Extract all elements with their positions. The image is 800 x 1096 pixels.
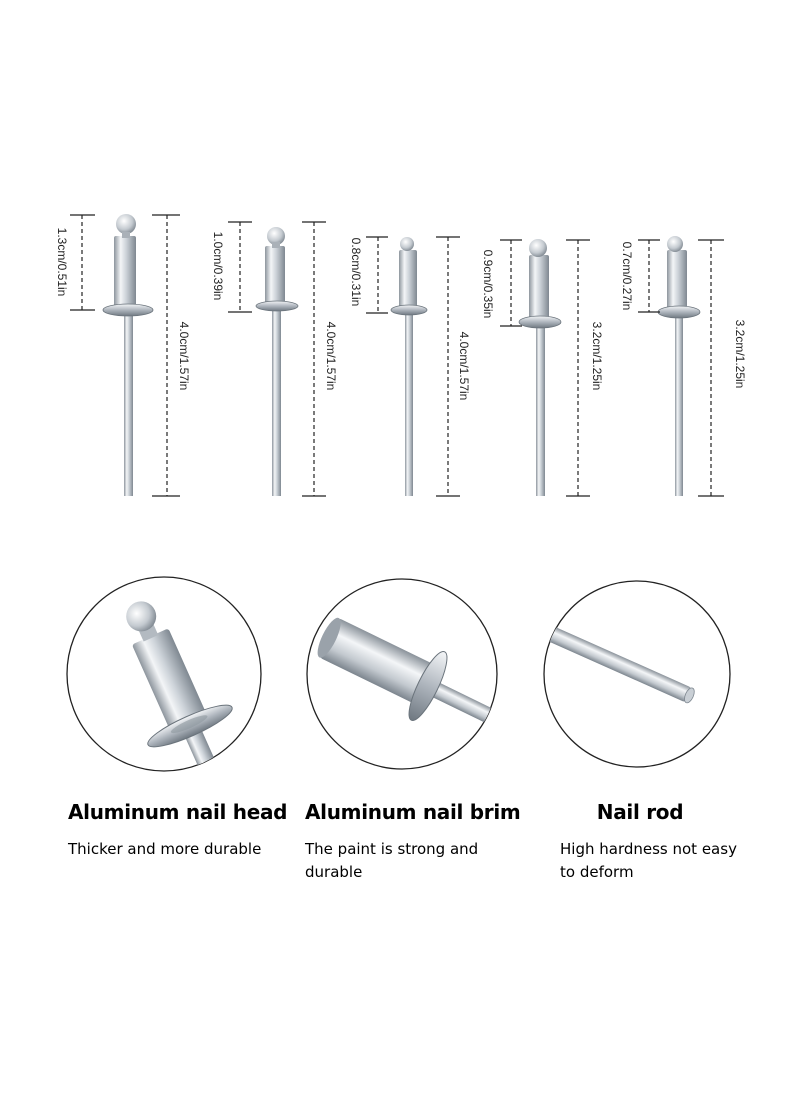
feature-nail-brim-title: Aluminum nail brim xyxy=(305,800,521,824)
detail-circle-nail-rod xyxy=(525,581,730,767)
rivet-2-drawing xyxy=(256,227,298,496)
feature-nail-rod-desc: High hardness not easy to deform xyxy=(560,840,737,881)
feature-nail-head-title: Aluminum nail head xyxy=(68,800,288,824)
rivet-5-total-label: 3.2cm/1.25in xyxy=(733,319,747,389)
feature-nail-rod-title: Nail rod xyxy=(596,800,684,824)
rivet-3-drawing xyxy=(391,237,427,496)
rivet-4-head-label: 0.9cm/0.35in xyxy=(481,249,495,319)
detail-circle-nail-head xyxy=(67,577,261,809)
rivet-5-head-dimension xyxy=(638,240,660,312)
rivet-2 xyxy=(211,222,338,496)
rivet-4-head-dimension xyxy=(500,240,522,326)
rivet-1 xyxy=(55,214,191,496)
rivet-3-total-label: 4.0cm/1.57in xyxy=(457,331,471,401)
rivet-4 xyxy=(481,239,604,496)
rivet-5-total-dimension xyxy=(698,240,724,496)
detail-circle-nail-brim xyxy=(306,579,525,769)
rivet-4-total-dimension xyxy=(566,240,590,496)
rivet-1-total-dimension xyxy=(152,215,180,496)
feature-nail-head xyxy=(68,800,287,861)
rivet-3 xyxy=(349,237,471,496)
rivet-1-head-dimension xyxy=(70,215,95,310)
rivet-5-head-label: 0.7cm/0.27in xyxy=(620,241,634,311)
rivet-3-total-dimension xyxy=(436,237,460,496)
feature-nail-brim-desc: The paint is strong and durable xyxy=(305,840,479,881)
rivet-2-total-label: 4.0cm/1.57in xyxy=(324,321,338,391)
rivet-3-head-label: 0.8cm/0.31in xyxy=(349,237,363,307)
rivet-5-drawing xyxy=(658,236,700,496)
rivet-1-head-label: 1.3cm/0.51in xyxy=(55,227,69,297)
rivet-1-drawing xyxy=(103,214,153,496)
rivet-1-total-label: 4.0cm/1.57in xyxy=(177,321,191,391)
feature-nail-rod xyxy=(560,800,750,884)
rivet-3-head-dimension xyxy=(366,237,388,313)
rivet-2-total-dimension xyxy=(302,222,326,496)
rivet-2-head-dimension xyxy=(228,222,252,312)
feature-nail-head-desc: Thicker and more durable xyxy=(68,840,262,858)
rivet-4-drawing xyxy=(519,239,561,496)
rivet-2-head-label: 1.0cm/0.39in xyxy=(211,231,225,301)
rivet-4-total-label: 3.2cm/1.25in xyxy=(590,321,604,391)
feature-nail-brim xyxy=(305,800,520,884)
rivet-5 xyxy=(620,236,747,496)
